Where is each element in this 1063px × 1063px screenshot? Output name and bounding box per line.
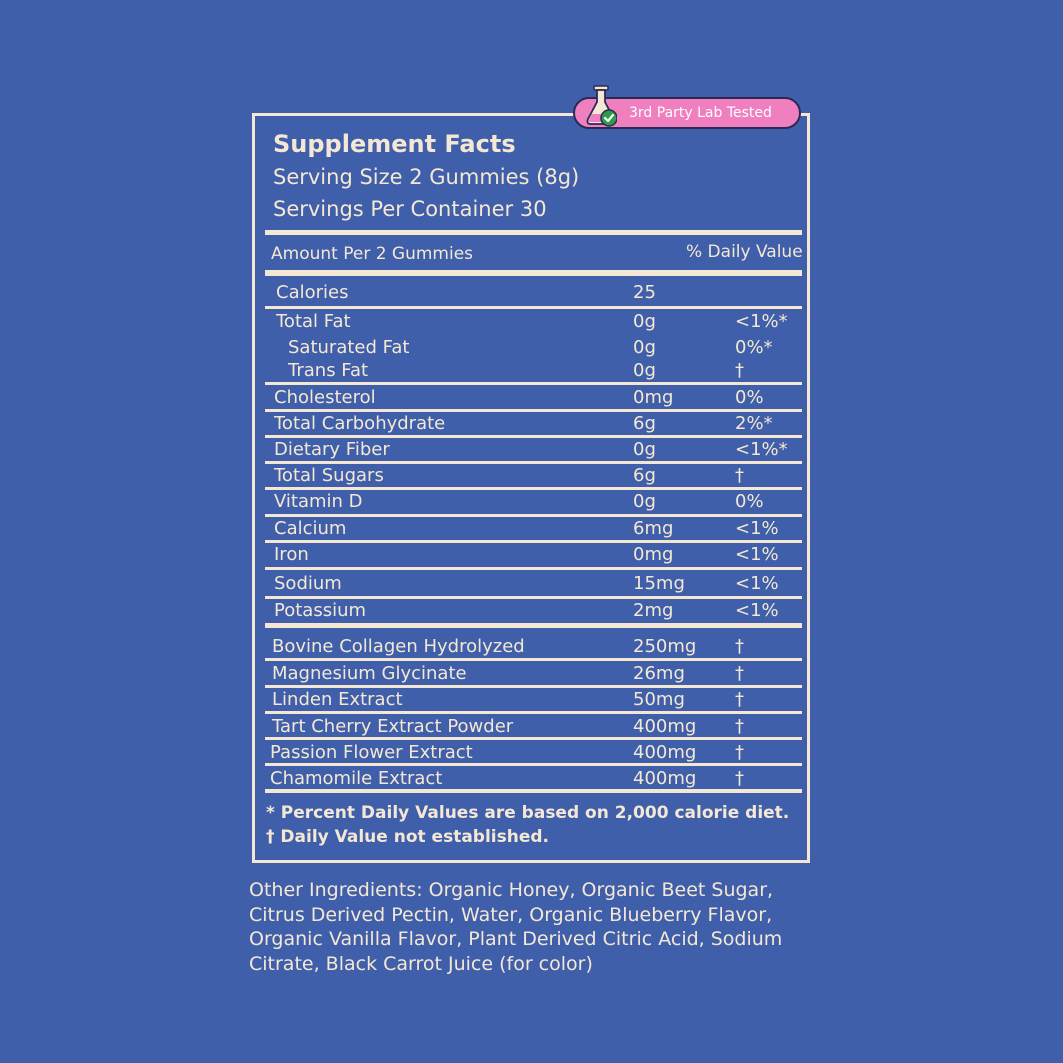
ingredient-dv: † xyxy=(735,768,744,789)
nutrient-dv: <1% xyxy=(735,518,779,539)
nutrient-amount: 6g xyxy=(633,413,656,434)
nutrient-amount: 0mg xyxy=(633,544,674,565)
ingredient-name: Tart Cherry Extract Powder xyxy=(272,716,514,737)
row-divider xyxy=(265,658,802,661)
nutrient-amount: 0g xyxy=(633,491,656,512)
ingredient-name: Bovine Collagen Hydrolyzed xyxy=(272,636,525,657)
nutrient-amount: 0g xyxy=(633,337,656,358)
badge-label: 3rd Party Lab Tested xyxy=(629,105,772,121)
nutrient-amount: 15mg xyxy=(633,573,685,594)
nutrient-name: Total Carbohydrate xyxy=(274,413,446,434)
nutrient-name: Trans Fat xyxy=(288,360,369,381)
row-divider xyxy=(265,382,802,385)
ingredient-name: Passion Flower Extract xyxy=(270,742,473,763)
nutrient-amount: 0g xyxy=(633,311,656,332)
row-divider xyxy=(265,540,802,543)
nutrient-amount: 2mg xyxy=(633,600,674,621)
footnote-not-established: † Daily Value not established. xyxy=(266,827,550,847)
nutrient-name: Calcium xyxy=(274,518,347,539)
ingredient-dv: † xyxy=(735,663,744,684)
ingredient-amount: 400mg xyxy=(633,768,697,789)
ingredient-dv: † xyxy=(735,742,744,763)
ingredient-dv: † xyxy=(735,689,744,710)
nutrient-amount: 0g xyxy=(633,439,656,460)
nutrient-name: Saturated Fat xyxy=(288,337,410,358)
ingredient-amount: 400mg xyxy=(633,742,697,763)
amount-per-header: Amount Per 2 Gummies xyxy=(271,244,474,264)
ingredient-dv: † xyxy=(735,636,744,657)
nutrient-dv: <1%* xyxy=(735,311,788,332)
thick-divider xyxy=(265,623,802,628)
nutrient-dv: <1% xyxy=(735,573,779,594)
serving-size: Serving Size 2 Gummies (8g) xyxy=(273,165,580,189)
facts-title: Supplement Facts xyxy=(273,130,516,158)
row-divider xyxy=(265,435,802,438)
row-divider xyxy=(265,409,802,412)
ingredient-amount: 50mg xyxy=(633,689,685,710)
daily-value-header: % Daily Value xyxy=(686,242,803,262)
nutrient-dv: <1%* xyxy=(735,439,788,460)
row-divider xyxy=(265,737,802,740)
ingredient-amount: 250mg xyxy=(633,636,697,657)
thick-divider xyxy=(265,270,802,276)
row-divider xyxy=(265,567,802,570)
nutrient-name: Sodium xyxy=(274,573,342,594)
row-divider xyxy=(265,306,802,309)
nutrient-name: Total Fat xyxy=(276,311,351,332)
nutrient-name: Total Sugars xyxy=(274,465,384,486)
ingredient-amount: 400mg xyxy=(633,716,697,737)
ingredient-name: Magnesium Glycinate xyxy=(272,663,467,684)
calories-label: Calories xyxy=(276,282,349,303)
lab-flask-check-icon xyxy=(585,85,617,129)
other-ingredients: Other Ingredients: Organic Honey, Organic Beet Sugar, Citrus Derived Pectin, Water, Organic Blueberry Flavor, Organic Vanilla Flavor, Plant Derived Citric Acid, Sodium Citrate, Black Carrot Juice (for color) xyxy=(249,879,783,975)
calories-amount: 25 xyxy=(633,282,656,303)
nutrient-dv: <1% xyxy=(735,600,779,621)
row-divider xyxy=(265,487,802,490)
servings-per-container: Servings Per Container 30 xyxy=(273,197,547,221)
nutrient-dv: <1% xyxy=(735,544,779,565)
ingredient-name: Chamomile Extract xyxy=(270,768,443,789)
nutrient-dv: 2%* xyxy=(735,413,773,434)
nutrient-amount: 6mg xyxy=(633,518,674,539)
footnote-percent-daily: * Percent Daily Values are based on 2,000 calorie diet. xyxy=(266,803,790,823)
row-divider xyxy=(265,763,802,766)
ingredient-dv: † xyxy=(735,716,744,737)
nutrient-name: Vitamin D xyxy=(274,491,363,512)
nutrient-dv: 0%* xyxy=(735,337,773,358)
nutrient-amount: 0mg xyxy=(633,387,674,408)
row-divider xyxy=(265,461,802,464)
row-divider xyxy=(265,514,802,517)
nutrient-amount: 6g xyxy=(633,465,656,486)
nutrient-amount: 0g xyxy=(633,360,656,381)
row-divider xyxy=(265,596,802,599)
nutrient-dv: 0% xyxy=(735,491,764,512)
thick-divider xyxy=(265,230,802,235)
nutrient-name: Cholesterol xyxy=(274,387,376,408)
thick-divider xyxy=(265,789,802,793)
ingredient-name: Linden Extract xyxy=(272,689,403,710)
row-divider xyxy=(265,711,802,714)
nutrient-dv: † xyxy=(735,360,744,381)
nutrient-dv: 0% xyxy=(735,387,764,408)
nutrient-dv: † xyxy=(735,465,744,486)
nutrient-name: Potassium xyxy=(274,600,367,621)
lab-tested-badge xyxy=(573,97,801,129)
nutrient-name: Dietary Fiber xyxy=(274,439,390,460)
row-divider xyxy=(265,685,802,688)
ingredient-amount: 26mg xyxy=(633,663,685,684)
nutrient-name: Iron xyxy=(274,544,309,565)
